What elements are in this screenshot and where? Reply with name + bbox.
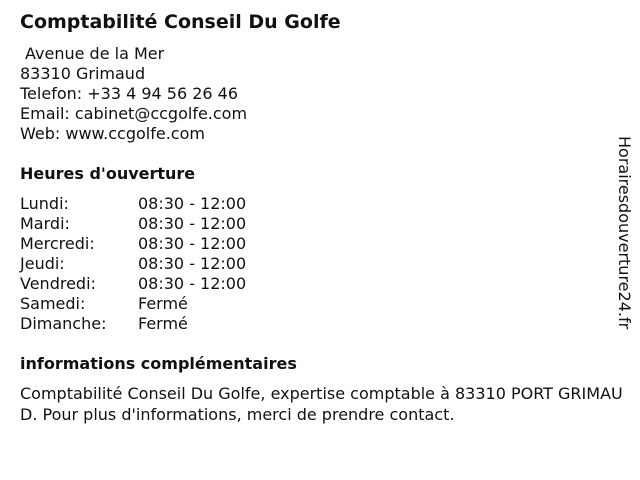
day-label: Samedi:: [20, 294, 86, 313]
hours-row-sunday: [20, 314, 246, 334]
business-name: Comptabilité Conseil Du Golfe: [20, 11, 341, 33]
opening-hours-heading: Heures d'ouverture: [20, 164, 196, 183]
day-hours: 08:30 - 12:00: [138, 254, 247, 273]
hours-row-monday: [20, 194, 246, 214]
brand-watermark: Horairesdouverture24.fr: [615, 136, 634, 330]
email-line: Email: cabinet@ccgolfe.com: [20, 104, 248, 123]
contact-block: [20, 44, 247, 144]
city-address: 83310 Grimaud: [20, 64, 146, 83]
day-label: Dimanche:: [20, 314, 107, 333]
day-hours: Fermé: [138, 294, 188, 313]
hours-row-thursday: [20, 254, 246, 274]
day-label: Vendredi:: [20, 274, 96, 293]
day-hours: 08:30 - 12:00: [138, 214, 247, 233]
day-hours: 08:30 - 12:00: [138, 274, 247, 293]
phone-line: Telefon: +33 4 94 56 26 46: [20, 84, 239, 103]
day-hours: Fermé: [138, 314, 188, 333]
hours-row-saturday: [20, 294, 246, 314]
day-label: Mardi:: [20, 214, 70, 233]
hours-row-friday: [20, 274, 246, 294]
additional-info-heading: informations complémentaires: [20, 354, 297, 373]
opening-hours-table: [20, 194, 246, 334]
day-label: Jeudi:: [20, 254, 65, 273]
street-address: Avenue de la Mer: [25, 44, 165, 63]
day-label: Mercredi:: [20, 234, 95, 253]
hours-row-tuesday: [20, 214, 246, 234]
website-line: Web: www.ccgolfe.com: [20, 124, 205, 143]
day-hours: 08:30 - 12:00: [138, 234, 247, 253]
day-label: Lundi:: [20, 194, 69, 213]
hours-row-wednesday: [20, 234, 246, 254]
day-hours: 08:30 - 12:00: [138, 194, 247, 213]
additional-info-text: Comptabilité Conseil Du Golfe, expertise comptable à 83310 PORT GRIMAUD. Pour plus d'informations, merci de prendre contact.: [20, 384, 623, 424]
